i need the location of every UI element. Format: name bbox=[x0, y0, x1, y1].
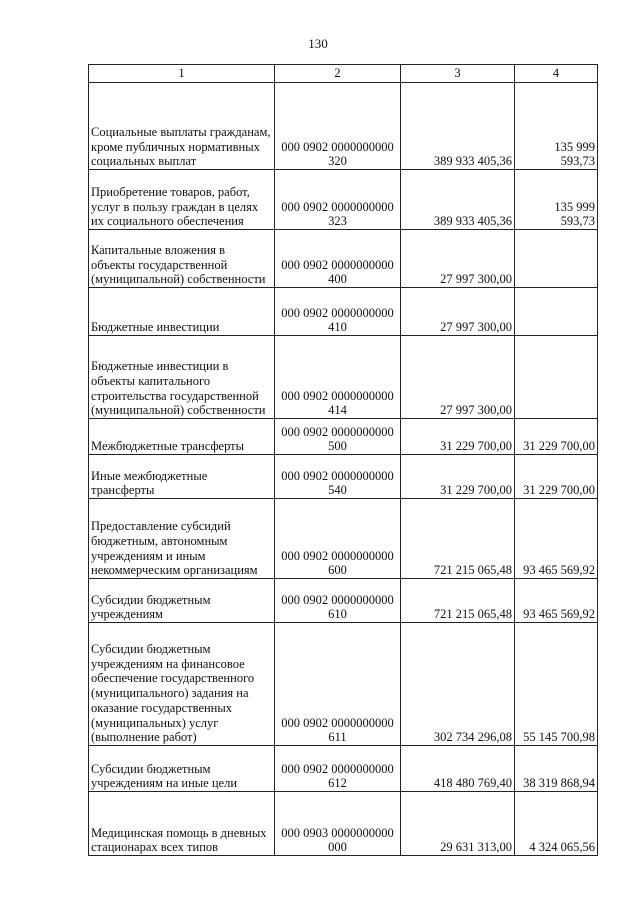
row-value-col3: 27 997 300,00 bbox=[401, 230, 515, 288]
row-code-cell bbox=[275, 170, 401, 230]
row-code-cell bbox=[275, 499, 401, 579]
row-code-section: 000 0902 0000000000 bbox=[281, 468, 394, 483]
row-code-section: 000 0903 0000000000 bbox=[281, 825, 394, 840]
row-value-col4: 55 145 700,98 bbox=[515, 623, 598, 746]
budget-table bbox=[88, 64, 598, 856]
table-row bbox=[89, 419, 598, 455]
row-value-col3: 389 933 405,36 bbox=[401, 83, 515, 170]
row-value-col4: 135 999 593,73 bbox=[515, 83, 598, 170]
table-row bbox=[89, 579, 598, 623]
row-code-type: 610 bbox=[328, 607, 347, 622]
table-row bbox=[89, 499, 598, 579]
row-name: Социальные выплаты гражданам, кроме публичных нормативных социальных выплат bbox=[89, 83, 275, 170]
row-code-type: 600 bbox=[328, 563, 347, 578]
row-code-section: 000 0902 0000000000 bbox=[281, 199, 394, 214]
row-code-cell bbox=[275, 336, 401, 419]
row-code-cell bbox=[275, 288, 401, 336]
row-code-type: 410 bbox=[328, 320, 347, 335]
row-value-col3: 389 933 405,36 bbox=[401, 170, 515, 230]
row-value-col4: 4 324 065,56 bbox=[515, 792, 598, 856]
row-code-cell bbox=[275, 746, 401, 792]
row-value-col3: 418 480 769,40 bbox=[401, 746, 515, 792]
row-code-cell bbox=[275, 230, 401, 288]
row-code-section: 000 0902 0000000000 bbox=[281, 424, 394, 439]
row-name: Бюджетные инвестиции bbox=[89, 288, 275, 336]
row-value-col4: 135 999 593,73 bbox=[515, 170, 598, 230]
row-name: Межбюджетные трансферты bbox=[89, 419, 275, 455]
row-value-col3: 31 229 700,00 bbox=[401, 455, 515, 499]
table-row bbox=[89, 170, 598, 230]
row-value-col4 bbox=[515, 336, 598, 419]
row-code-cell bbox=[275, 579, 401, 623]
row-code-type: 000 bbox=[328, 840, 347, 855]
row-value-col4: 31 229 700,00 bbox=[515, 419, 598, 455]
row-value-col4 bbox=[515, 288, 598, 336]
row-code-type: 540 bbox=[328, 483, 347, 498]
row-value-col3: 29 631 313,00 bbox=[401, 792, 515, 856]
row-code-section: 000 0902 0000000000 bbox=[281, 761, 394, 776]
row-value-col4: 31 229 700,00 bbox=[515, 455, 598, 499]
row-name: Капитальные вложения в объекты государственной (муниципальной) собственности bbox=[89, 230, 275, 288]
row-name: Субсидии бюджетным учреждениям на финансовое обеспечение государственного (муниципального) задания на оказание государственных (муниципальных) услуг (выполнение работ) bbox=[89, 623, 275, 746]
row-value-col4: 38 319 868,94 bbox=[515, 746, 598, 792]
header-col-2: 2 bbox=[275, 65, 401, 83]
row-value-col4 bbox=[515, 230, 598, 288]
table-row bbox=[89, 230, 598, 288]
row-code-section: 000 0902 0000000000 bbox=[281, 388, 394, 403]
header-col-1: 1 bbox=[89, 65, 275, 83]
row-name: Субсидии бюджетным учреждениям bbox=[89, 579, 275, 623]
row-code-cell bbox=[275, 623, 401, 746]
row-code-section: 000 0902 0000000000 bbox=[281, 257, 394, 272]
page-number: 130 bbox=[308, 36, 328, 51]
row-name: Медицинская помощь в дневных стационарах всех типов bbox=[89, 792, 275, 856]
header-col-4: 4 bbox=[515, 65, 598, 83]
row-code-type: 611 bbox=[328, 730, 347, 745]
row-value-col4: 93 465 569,92 bbox=[515, 499, 598, 579]
row-code-cell bbox=[275, 83, 401, 170]
table-header-row bbox=[89, 65, 598, 83]
row-code-cell bbox=[275, 419, 401, 455]
row-code-type: 414 bbox=[328, 403, 347, 418]
row-value-col3: 31 229 700,00 bbox=[401, 419, 515, 455]
header-col-3: 3 bbox=[401, 65, 515, 83]
row-name: Субсидии бюджетным учреждениям на иные цели bbox=[89, 746, 275, 792]
row-name: Предоставление субсидий бюджетным, автономным учреждениям и иным некоммерческим организациям bbox=[89, 499, 275, 579]
table-row bbox=[89, 83, 598, 170]
row-code-type: 400 bbox=[328, 272, 347, 287]
row-code-cell bbox=[275, 455, 401, 499]
row-value-col3: 721 215 065,48 bbox=[401, 579, 515, 623]
table-body bbox=[89, 83, 598, 856]
table-row bbox=[89, 623, 598, 746]
row-code-type: 320 bbox=[328, 154, 347, 169]
row-code-type: 323 bbox=[328, 214, 347, 229]
table-row bbox=[89, 336, 598, 419]
row-value-col3: 302 734 296,08 bbox=[401, 623, 515, 746]
table-row bbox=[89, 792, 598, 856]
row-code-section: 000 0902 0000000000 bbox=[281, 715, 394, 730]
table-row bbox=[89, 746, 598, 792]
row-value-col3: 27 997 300,00 bbox=[401, 288, 515, 336]
row-code-type: 612 bbox=[328, 776, 347, 791]
row-code-section: 000 0902 0000000000 bbox=[281, 592, 394, 607]
row-name: Приобретение товаров, работ, услуг в пользу граждан в целях их социального обеспечения bbox=[89, 170, 275, 230]
table-row bbox=[89, 455, 598, 499]
row-code-type: 500 bbox=[328, 439, 347, 454]
row-name: Иные межбюджетные трансферты bbox=[89, 455, 275, 499]
row-code-section: 000 0902 0000000000 bbox=[281, 139, 394, 154]
row-name: Бюджетные инвестиции в объекты капитального строительства государственной (муниципальной) собственности bbox=[89, 336, 275, 419]
table-row bbox=[89, 288, 598, 336]
row-code-section: 000 0902 0000000000 bbox=[281, 548, 394, 563]
row-code-cell bbox=[275, 792, 401, 856]
row-value-col3: 721 215 065,48 bbox=[401, 499, 515, 579]
row-value-col3: 27 997 300,00 bbox=[401, 336, 515, 419]
row-code-section: 000 0902 0000000000 bbox=[281, 305, 394, 320]
row-value-col4: 93 465 569,92 bbox=[515, 579, 598, 623]
